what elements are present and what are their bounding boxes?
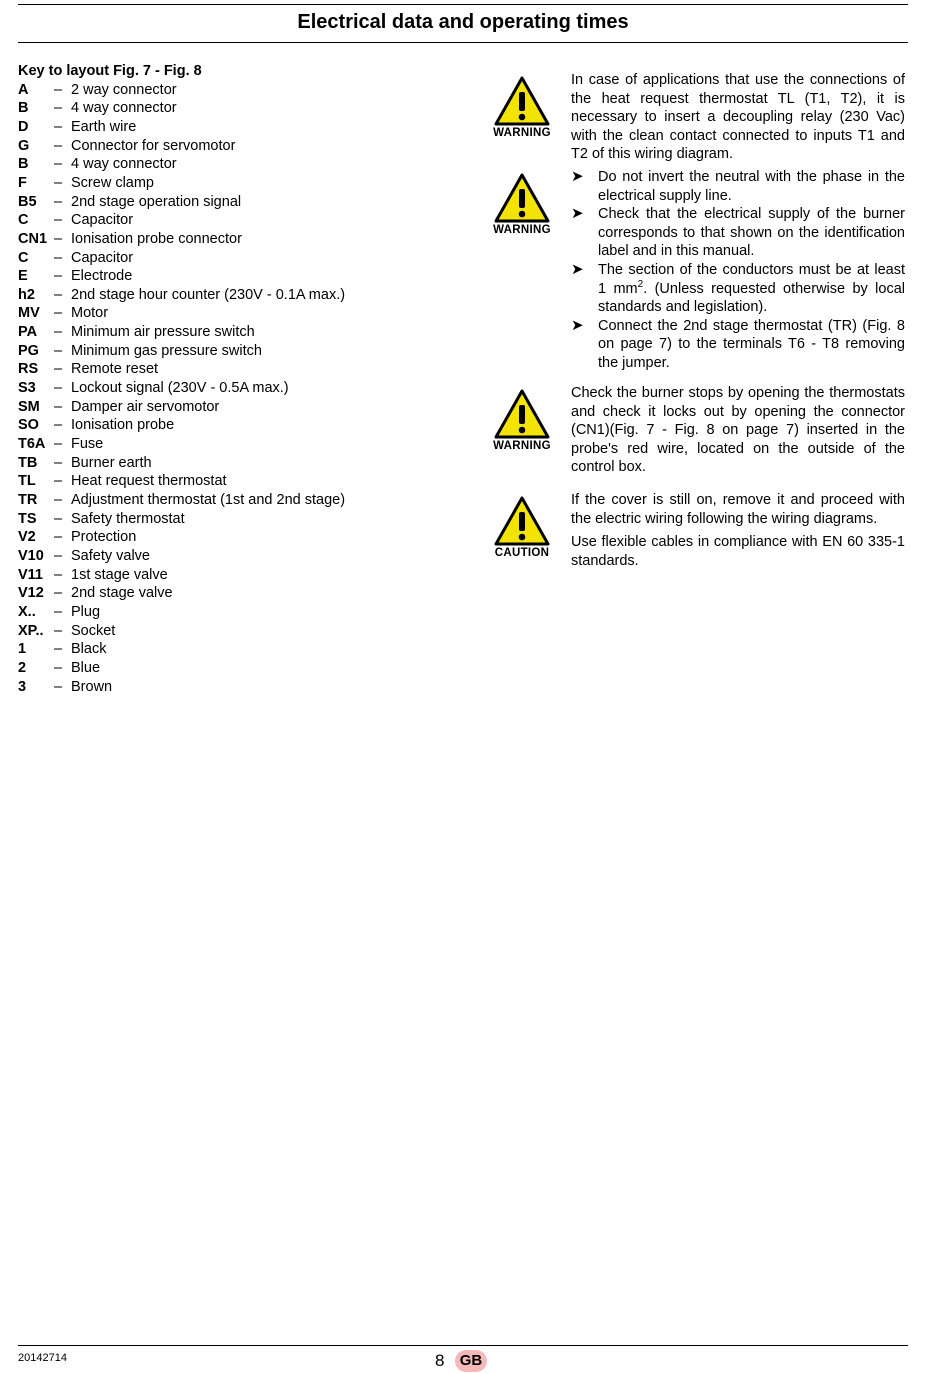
key-description: Electrode [71, 268, 133, 285]
key-code: PG [18, 342, 39, 359]
warning-sign-3 [490, 389, 554, 453]
key-row [18, 584, 478, 603]
key-dash: – [54, 622, 63, 639]
key-dash: – [54, 286, 63, 303]
key-code: TS [18, 510, 37, 527]
key-dash: – [54, 174, 63, 191]
key-description: Adjustment thermostat (1st and 2nd stage) [71, 492, 346, 509]
key-description: Socket [71, 622, 116, 639]
key-dash: – [54, 193, 63, 210]
lockout-paragraph: Check the burner stops by opening the thermostats and check it locks out by opening the connector (CN1)(Fig. 7 - Fig. 8 on page 7) inserted in the probe's red wire, located on the outside of the control box. [571, 385, 905, 476]
safety-bullets [571, 168, 905, 373]
page-title: Electrical data and operating times [297, 11, 629, 33]
arrow-icon: ➤ [571, 168, 584, 185]
key-code: S3 [18, 380, 36, 397]
key-dash: – [54, 212, 63, 229]
key-row [18, 342, 478, 361]
key-code: T6A [18, 436, 46, 453]
key-description: Brown [71, 678, 113, 695]
key-code: TB [18, 454, 38, 471]
bullet-text: Connect the 2nd stage thermostat (TR) (Fig. 8 on page 7) to the terminals T6 - T8 removing the jumper. [598, 317, 905, 371]
key-row [18, 118, 478, 137]
arrow-icon: ➤ [571, 316, 584, 334]
bullet-text: Do not invert the neutral with the phase in the electrical supply line. [598, 169, 905, 204]
key-dash: – [54, 566, 63, 583]
key-row [18, 323, 478, 342]
key-row [18, 510, 478, 529]
key-description: Minimum gas pressure switch [71, 342, 262, 359]
key-description: Screw clamp [71, 174, 154, 191]
key-row [18, 416, 478, 435]
key-dash: – [54, 268, 63, 285]
key-description: Blue [71, 659, 101, 676]
arrow-icon: ➤ [571, 260, 584, 278]
key-dash: – [54, 156, 63, 173]
key-description: 2nd stage valve [71, 585, 173, 602]
key-dash: – [54, 659, 63, 676]
key-description: Remote reset [71, 361, 159, 378]
key-dash: – [54, 100, 63, 117]
caution-icon [494, 496, 550, 546]
key-description: Minimum air pressure switch [71, 324, 255, 341]
caution-sign [490, 496, 554, 560]
key-description: Damper air servomotor [71, 398, 220, 415]
key-description: 1st stage valve [71, 566, 168, 583]
superscript: 2 [637, 278, 644, 290]
key-code: E [18, 268, 28, 285]
key-dash: – [54, 454, 63, 471]
key-row [18, 603, 478, 622]
key-dash: – [54, 436, 63, 453]
bullet-item [571, 205, 905, 261]
key-description: Burner earth [71, 454, 152, 471]
key-code: D [18, 118, 29, 135]
key-dash: – [54, 361, 63, 378]
key-code: X.. [18, 603, 36, 620]
key-code: TL [18, 473, 36, 490]
key-row [18, 249, 478, 268]
key-row [18, 360, 478, 379]
key-row [18, 286, 478, 305]
key-dash: – [54, 678, 63, 695]
key-row [18, 379, 478, 398]
arrow-icon: ➤ [571, 205, 584, 223]
key-description: Capacitor [71, 212, 134, 229]
key-description: Connector for servomotor [71, 137, 236, 154]
key-code: SM [18, 398, 40, 415]
key-row [18, 491, 478, 510]
header-rule [18, 42, 908, 43]
key-description: 2nd stage operation signal [71, 193, 242, 210]
key-description: 2nd stage hour counter (230V - 0.1A max.) [71, 286, 346, 303]
key-code: SO [18, 417, 39, 434]
key-row [18, 193, 478, 212]
key-code: 1 [18, 641, 27, 658]
key-row [18, 454, 478, 473]
key-code: V2 [18, 529, 36, 546]
key-dash: – [54, 118, 63, 135]
key-code: C [18, 212, 29, 229]
key-dash: – [54, 81, 63, 98]
key-description: 4 way connector [71, 100, 177, 117]
key-description: Safety valve [71, 548, 150, 564]
key-row [18, 659, 478, 678]
key-dash: – [54, 398, 63, 415]
footer-rule [18, 1345, 908, 1346]
key-description: Capacitor [71, 249, 134, 266]
warning-sign-1 [490, 76, 554, 140]
key-code: CN1 [18, 230, 48, 247]
key-rows [18, 81, 478, 697]
key-dash: – [54, 305, 63, 322]
key-row [18, 622, 478, 641]
key-code: h2 [18, 286, 35, 303]
key-description: Fuse [71, 436, 104, 453]
key-row [18, 304, 478, 323]
key-description: 4 way connector [71, 156, 177, 173]
key-dash: – [54, 137, 63, 154]
key-dash: – [54, 417, 63, 434]
key-description: Plug [71, 603, 101, 620]
key-row [18, 155, 478, 174]
key-description: Heat request thermostat [71, 473, 227, 490]
key-code: 2 [18, 659, 27, 676]
key-dash: – [54, 510, 63, 527]
key-description: Motor [71, 305, 109, 322]
key-description: 2 way connector [71, 81, 177, 98]
key-code: C [18, 249, 29, 266]
key-row [18, 528, 478, 547]
key-dash: – [54, 529, 63, 546]
key-row [18, 547, 478, 566]
key-description: Protection [71, 529, 137, 546]
key-code: B [18, 156, 29, 173]
key-row [18, 174, 478, 193]
page-number: 8 [435, 1351, 445, 1370]
key-description: Black [71, 641, 107, 658]
key-code: MV [18, 305, 40, 322]
key-dash: – [54, 473, 63, 490]
key-code: V10 [18, 548, 44, 564]
bullet-text-pre: The section of the conductors must be at least 1 mm [598, 261, 905, 297]
key-code: V12 [18, 585, 44, 602]
key-dash: – [54, 249, 63, 266]
key-code: B [18, 100, 29, 117]
key-code: 3 [18, 678, 27, 695]
bullet-item [571, 261, 905, 317]
key-code: RS [18, 361, 39, 378]
bullet-item [571, 317, 905, 373]
relay-paragraph: In case of applications that use the connections of the heat request thermostat TL (T1, T2), it is necessary to insert a decoupling relay (230 Vac) with the clean contact connected to inputs T1 and T2 of this wiring diagram. [571, 72, 905, 163]
key-heading: Key to layout Fig. 7 - Fig. 8 [18, 63, 202, 79]
key-description: Lockout signal (230V - 0.5A max.) [71, 380, 289, 397]
key-code: PA [18, 324, 38, 341]
language-badge: GB [455, 1350, 487, 1372]
warning-label: WARNING [493, 224, 551, 236]
key-code: F [18, 174, 27, 191]
key-dash: – [54, 324, 63, 341]
key-row [18, 640, 478, 659]
key-dash: – [54, 230, 63, 247]
key-description: Safety thermostat [71, 510, 185, 527]
warning-sign-2 [490, 173, 554, 237]
warning-label: WARNING [493, 127, 551, 139]
key-row [18, 81, 478, 100]
key-description: Ionisation probe connector [71, 230, 242, 247]
key-row [18, 678, 478, 697]
key-code: A [18, 81, 29, 98]
key-row [18, 566, 478, 585]
warning-icon [494, 76, 550, 126]
key-code: G [18, 137, 30, 154]
key-row [18, 267, 478, 286]
key-dash: – [54, 492, 63, 509]
key-list [18, 62, 478, 696]
key-code: XP.. [18, 622, 44, 639]
key-dash: – [54, 548, 63, 564]
key-dash: – [54, 342, 63, 359]
key-row [18, 435, 478, 454]
top-rule [18, 4, 908, 5]
key-dash: – [54, 641, 63, 658]
key-row [18, 99, 478, 118]
key-dash: – [54, 603, 63, 620]
key-code: TR [18, 492, 38, 509]
key-row [18, 472, 478, 491]
key-row [18, 211, 478, 230]
key-code: V11 [18, 566, 43, 583]
warning-label: WARNING [493, 440, 551, 452]
warning-icon [494, 173, 550, 223]
document-number: 20142714 [18, 1352, 67, 1364]
key-dash: – [54, 585, 63, 602]
bullet-text-post: . (Unless requested otherwise by local standards and legislation). [598, 280, 906, 316]
bullet-item [571, 168, 905, 205]
bullet-text [598, 261, 905, 317]
key-row [18, 137, 478, 156]
key-description: Earth wire [71, 118, 137, 135]
key-description: Ionisation probe [71, 417, 175, 434]
key-row [18, 230, 478, 249]
cover-paragraph: If the cover is still on, remove it and proceed with the electric wiring following the wiring diagrams. [571, 492, 905, 527]
key-code: B5 [18, 193, 37, 210]
bullet-text: Check that the electrical supply of the burner corresponds to that shown on the identification label and in this manual. [598, 206, 905, 260]
key-dash: – [54, 380, 63, 397]
cables-paragraph: Use flexible cables in compliance with EN 60 335-1 standards. [571, 534, 905, 569]
caution-label: CAUTION [494, 547, 550, 559]
warning-icon [494, 389, 550, 439]
key-row [18, 398, 478, 417]
